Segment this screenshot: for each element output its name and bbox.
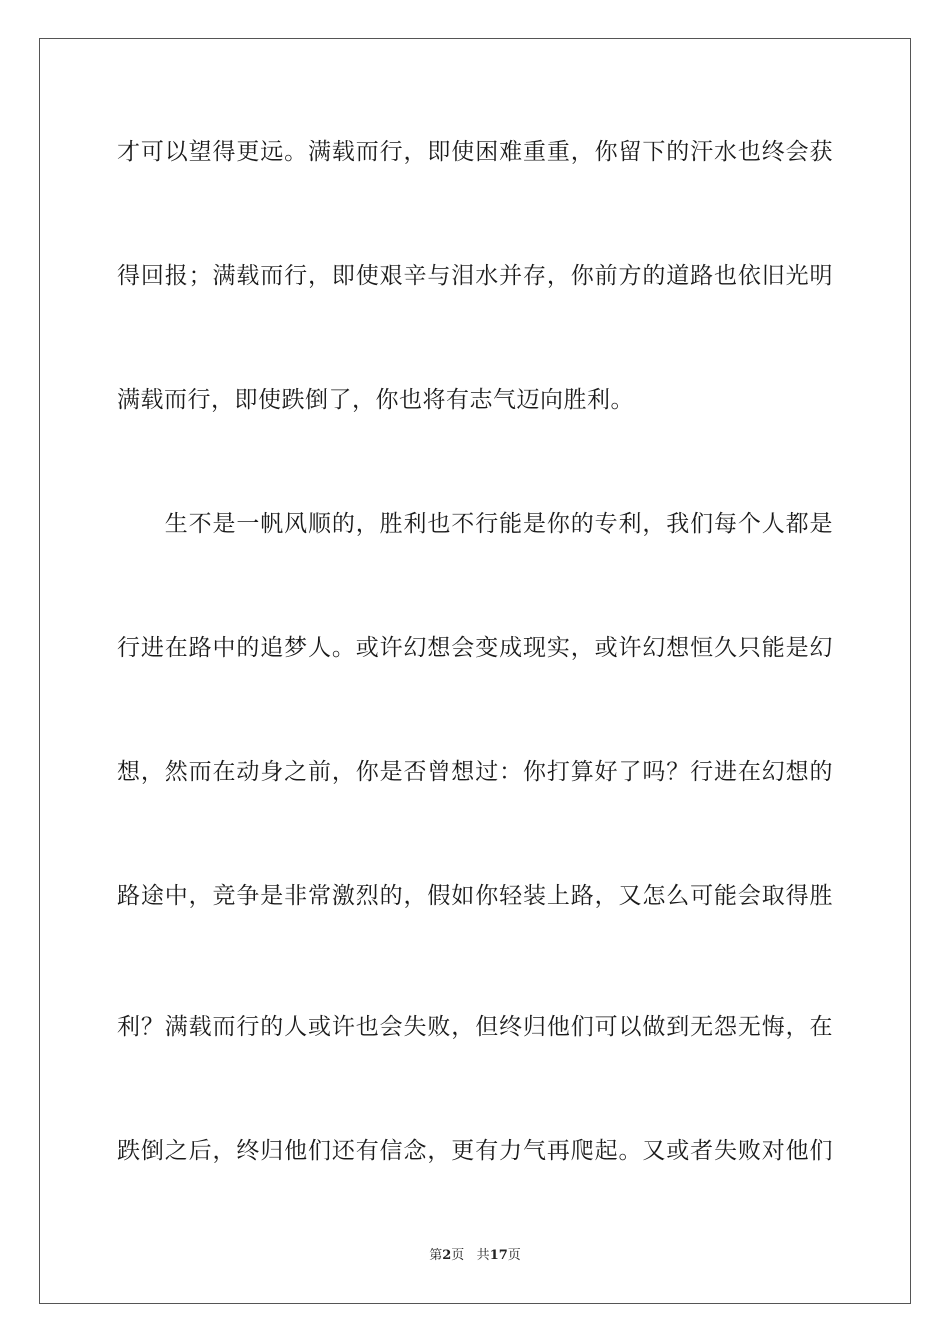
body-text-line: 行进在路中的追梦人。或许幻想会变成现实，或许幻想恒久只能是幻 <box>117 635 833 661</box>
body-text-line: 利？满载而行的人或许也会失败，但终归他们可以做到无怨无悔，在 <box>117 1014 833 1040</box>
body-text-line: 满载而行，即使跌倒了，你也将有志气迈向胜利。 <box>117 387 634 413</box>
body-text-line: 才可以望得更远。满载而行，即使困难重重，你留下的汗水也终会获 <box>117 139 833 165</box>
body-text-line: 想，然而在动身之前，你是否曾想过：你打算好了吗？行进在幻想的 <box>117 759 833 785</box>
total-suffix: 页 <box>507 1248 521 1263</box>
page-border <box>39 38 911 1304</box>
total-prefix: 共 <box>476 1248 490 1263</box>
page-suffix: 页 <box>451 1248 465 1263</box>
body-text-line: 生不是一帆风顺的，胜利也不行能是你的专利，我们每个人都是 <box>117 511 833 537</box>
body-text-line: 跌倒之后，终归他们还有信念，更有力气再爬起。又或者失败对他们 <box>117 1138 833 1164</box>
total-pages: 17 <box>489 1248 508 1263</box>
body-text-line: 得回报；满载而行，即使艰辛与泪水并存，你前方的道路也依旧光明 <box>117 263 833 289</box>
body-text-line: 路途中，竞争是非常激烈的，假如你轻装上路，又怎么可能会取得胜 <box>117 883 833 909</box>
page-footer <box>0 1247 950 1265</box>
page-prefix: 第 <box>429 1248 443 1263</box>
page-number: 2 <box>442 1248 452 1263</box>
